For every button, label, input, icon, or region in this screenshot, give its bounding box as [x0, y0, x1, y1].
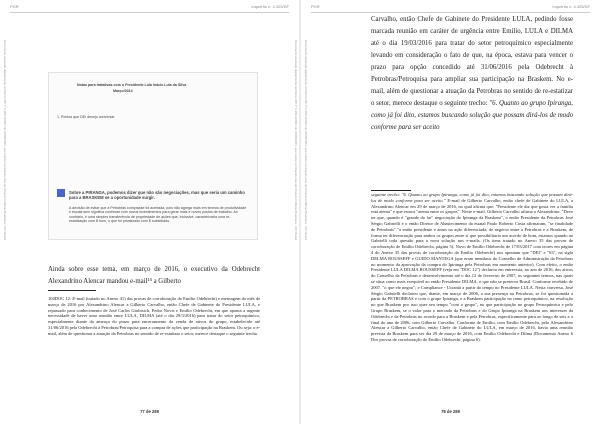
scanned-document-image — [48, 72, 258, 240]
header-divider — [311, 12, 590, 13]
footnote-text: E-mail de Gilberto Carvalho, então chefe de Gabinete do LULA, a Alexandrino Alencar em 29 de março de 2016, no qual afirma que: "Presidente ele diz que gosta ver a família está atenta" e que estava "atenta entre os grupos". Neste e-mail, Gilberto Carvalho afirma a Alexandrino: "Deve ter que, quando é "grande do lar" negociação do Ipiranga da Braskem", o então Presidente da Petrobras José Sérgio Gabrielli e o então Diretor de Abastecimento da estatal Paulo Roberto Costa afirmaram, "se finalidade de Petrobrás" "a então presidente e amos na ação diferenciada, de negócio entre a Petrobras e a Braskem, de forma ter diferenciação para ambos os grupos entre si que possibilitaria um acordo de bom, estamos quando ao Gabrielli toda questão para a nova solução nos e-mails. (Os itens tratado no Anexo 35 das provas de corroboração de Emílio Odebrecht, página 5). Novo de Emílio Odebrecht de 17/03/2017 com teores em página 4 do Anexo 35 das provas de corroboração do Emílio Odebrecht) nos apontam que "DEI" e "63", na sigla DELMA ROUSSEFF e GUIDO MANTEGA (que eram membros do Conselho de Administração da Petrobras no momento da aprovação da compra do Ipiranga pela Petrobras em momento anterior). Com efeito, o então Presidente LULA DILMA ROUSSEFF (veja em "DOC 12") declarou em entrevista, no ano de 2016, dos ativos do Conselho da Petrobras e desenvolvimento até o dia 12 de fevereiro de 2007, os seguintes termos, nas quais se situa como mais exequível ao então Presidente DILMA, o que não se preserva Brasil. Conforme recebido de 2007. "o que ele negou"; e Compliance - Ucranià a partir do tempo no Presidente LULA. Nesta conversa, José Sérgio Gabrielli declarou que, diante, em março de 2006, a sua presença na Petrobras, se foi questionada a partir da PETROBRAS e com o grupo Ipiranga, e a Braskem participação no ramo petroquímico, na resolução no que Braskem por isso quer seu tempo "com o grupo", no que participação no grupo Petroquímica e pelo Grupo Braskem, se o valor para o mercado da Petrobras e do Grupo Ipiranga na Braskem aos interesses da Odebrecht e da Petrobras no acordo para a Braskem e pela Petrobras, especificamente para ao longo de seis a o final do ano de 2006, com Gilberto Carvalho. Conforme de Emílio, com Emílio Odebrecht, pelo Alexandrino Alencar a Gilberto Carvalho, então Chefe de Gabinete do LULA, em março de 2016, havia uma reunião prevista da Braskem para ser dia 29 de março de 2016, com Emílio Odebrecht e Dilma (Documento Anexo 6 Dos provas de corroboração do Emílio Odebrecht, página 6). — [371, 197, 574, 342]
body-paragraph — [371, 14, 573, 134]
page-header — [311, 4, 590, 12]
page-number: 77 de 289 — [140, 409, 159, 414]
body-paragraph: Ainda sobre esse tema, em março de 2016, o executivo da Odebrecht Alexandrino Alencar mandou e-mail¹⁴ a Gilberto — [48, 266, 260, 285]
margin-note-text-right: Documento assinado digitalmente conforme MP nº 2.200-2/2001 de 24/08/2001, que institui a Infraestrutura de Chaves Públicas Brasileira - ICP-Brasil — [294, 40, 298, 240]
page-number: 78 de 289 — [441, 409, 460, 414]
footnote-separator — [48, 290, 96, 291]
footnote-quote: seguinte trecho: "6. Quanto ao grupo Ipiranga, como já foi dito, estamos buscando solução que possam dirá-los de modo conforme para ser aceito." — [371, 192, 573, 203]
left-page — [0, 0, 299, 424]
header-divider — [10, 12, 289, 13]
footnote: 104DOC 12: E-mail (tratado no Anexo 41) das provas de corroboração do Emílio Odebrecht) e mensagem do mês de março de 2016 por Alexandrino Alencar a Gilberto Carvalho, então Chefe de Gabinete do Presidente LULA, e repassado para conhecimento de José Carlos Grubisich, Pedro Novis e Emílio Odebrecht, em que aponta a urgente necessidade de haver uma reunião entre LULA, DILMA (até o dia 29/3/2016) para tratar do setor petroquímico, especialmente diante da ameaça do prazo para encerramento da venda de ativos do grupo, estabelecido até 31/06/2016 pela Odebrecht à Petrobras/Petroquisa para a compra de ações que participação na Braskem. Ou seja: o e-mail, além de questionar a atuação da Petrobras no sentido de re-estatizar o setor, merece destaque o seguinte trecho. — [48, 296, 260, 336]
signature-margin-note-right — [292, 40, 298, 420]
scan-bullet-title: Sobre a PIRANGA, podemos dizer que não são negociações, mas que seria um caminho para a BRASKEM se a oportunidade surgir. — [69, 190, 245, 200]
header-left: PGR — [10, 4, 19, 9]
header-right: Inquérito n. 4.325/DF — [552, 4, 590, 9]
margin-note-text: Documento assinado digitalmente conforme MP nº 2.200-2/2001 de 24/08/2001, que institui a Infraestrutura de Chaves Públicas Brasileira - ICP-Brasil — [3, 40, 7, 240]
body-quote: "6. Quanto ao grupo Ipiranga, como já foi dito, estamos buscando solução que possam dirá-los de modo conforme para ser aceito — [371, 100, 573, 131]
bullet-square-icon — [57, 189, 65, 197]
footnote — [371, 192, 573, 343]
signature-margin-note — [1, 40, 7, 420]
page-header — [10, 4, 289, 12]
signature-margin-note — [302, 40, 308, 420]
scan-line-1: Notas para tratativas com o Presidente Lula Inácio Lula da Silva — [77, 83, 187, 87]
body-text: Carvalho, então Chefe de Gabinete do Presidente LULA, pedindo fosse marcada reunião em caráter de urgência entre Emílio, LULA e DILMA até o dia 19/03/2016 para tratar do setor petroquímico especialmente levando em consideração o fato de que, na época, estava para vencer o prazo para opção concedido até 31/06/2016 pela Odebrecht à Petrobras/Petroquisa para ampliar sua participação na Braskem. No e-mail, além de questionar a atuação da Petrobras no sentido de re-estatizar o setor, merece destaque o seguinte trecho: — [371, 16, 573, 107]
header-left: PGR — [311, 4, 320, 9]
scan-bullet-text: A decisão de evitar que a Petrobras comprasse foi acertada, pois não agrega mais em termos de produtividade e escala sem significa continuar com novos investimentos para gerar mais e novos postos de trabalho. Ao contrário, é uma simples transferência de propriedade de ações que, inclusive, caracterizaria uma re-estatização com $ bom, o que foi privatizado com $ subsidiado. — [69, 206, 247, 223]
scan-line-4: 1. Pontos que DEI desejo conversar — [57, 115, 115, 119]
header-right: Inquérito n. 4.325/DF — [251, 4, 289, 9]
scan-line-2: Março/2014 — [113, 89, 133, 93]
footnote-separator — [371, 190, 411, 191]
margin-note-text: Documento assinado digitalmente conforme MP nº 2.200-2/2001 de 24/08/2001, que institui a Infraestrutura de Chaves Públicas Brasileira - ICP-Brasil — [304, 40, 308, 240]
right-page — [301, 0, 600, 424]
